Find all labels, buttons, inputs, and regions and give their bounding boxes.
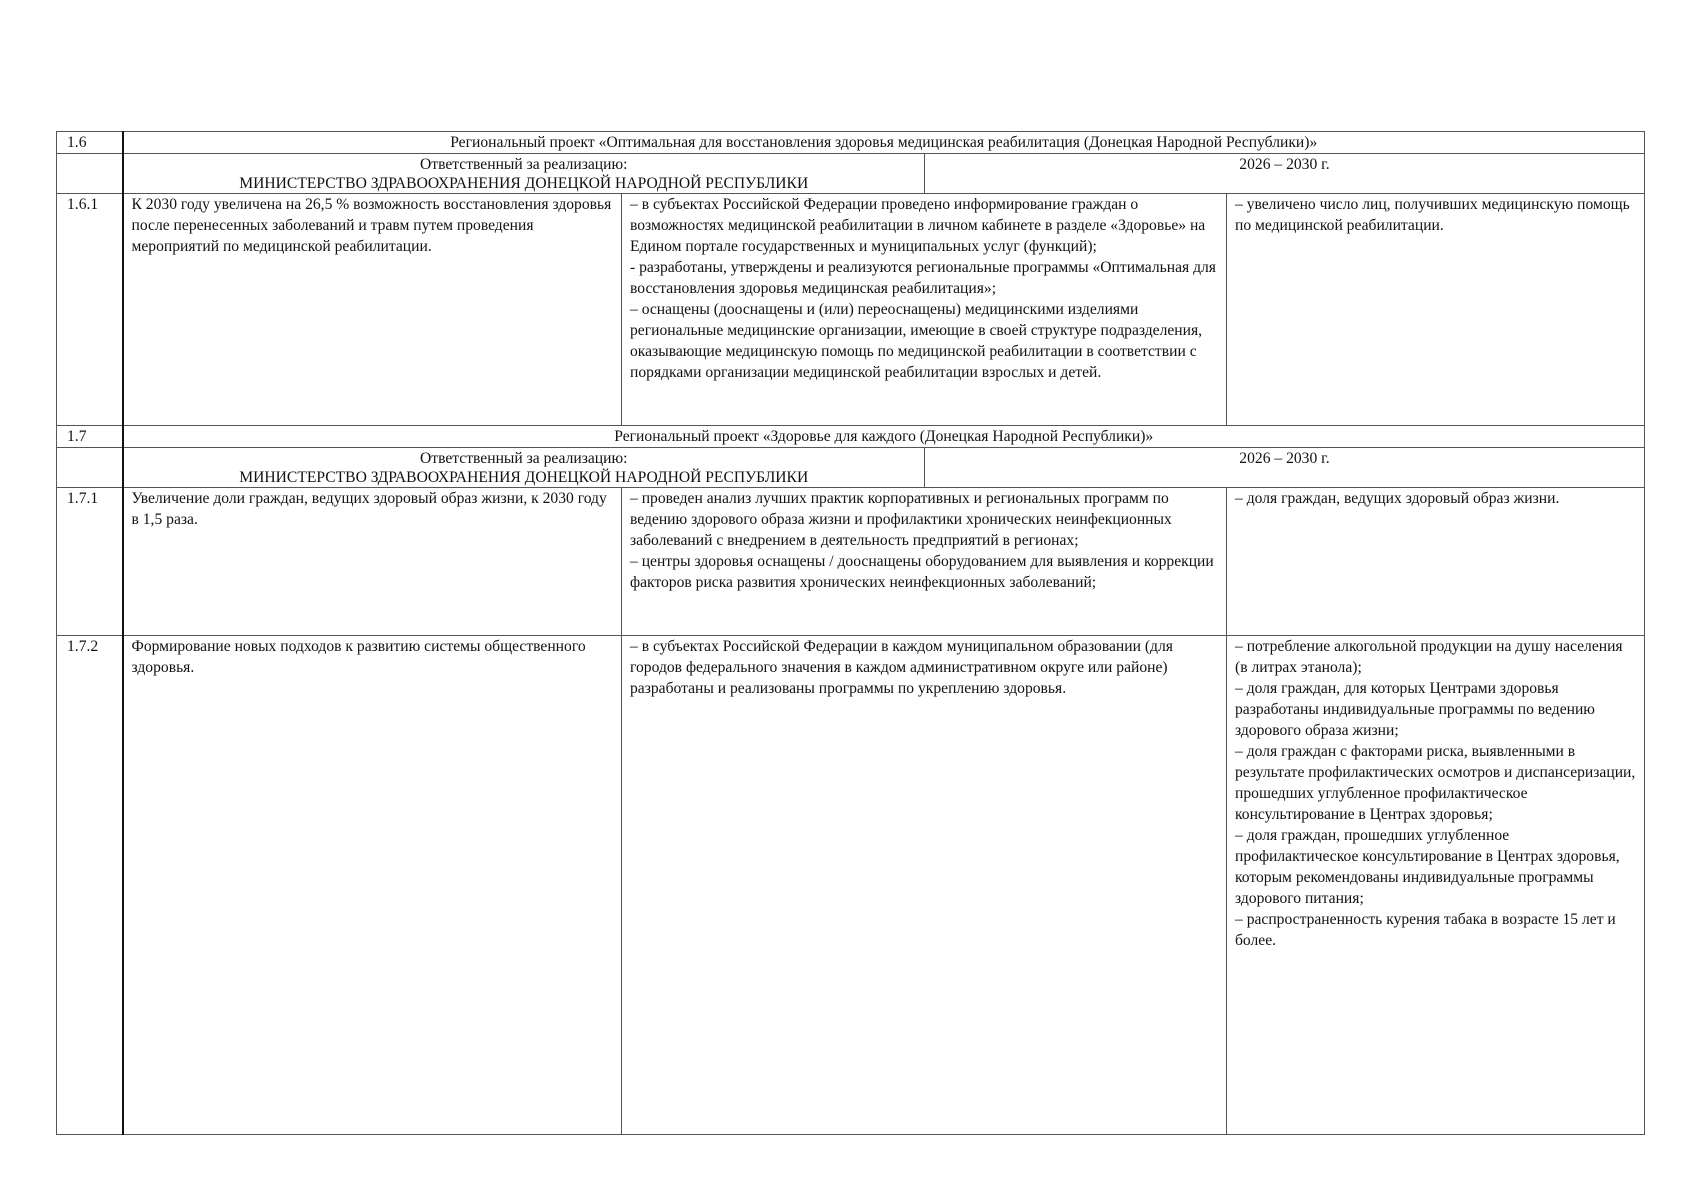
task-activities: – в субъектах Российской Федерации в каждом муниципальном образовании (для городов федерального значения в каждом административном округе или районе) разработаны и реализованы программы по укреплению здоровья. <box>622 636 1227 1135</box>
task-row-1-7-2 <box>57 636 1645 1135</box>
responsible-organization: МИНИСТЕРСТВО ЗДРАВООХРАНЕНИЯ ДОНЕЦКОЙ НАРОДНОЙ РЕСПУБЛИКИ <box>239 469 809 486</box>
row-number: 1.7.2 <box>57 636 123 1135</box>
task-activities: – в субъектах Российской Федерации проведено информирование граждан о возможностях медицинской реабилитации в личном кабинете в разделе «Здоровье» на Едином портале государственных и муниципальных услуг (функций); - разработаны, утверждены и реализуются региональные программы «Оптимальная для восстановления здоровья медицинская реабилитация»; – оснащены (дооснащены и (или) переоснащены) медицинскими изделиями региональные медицинские организации, имеющие в своей структуре подразделения, оказывающие медицинскую помощь по медицинской реабилитации в соответствии с порядками организации медицинской реабилитации взрослых и детей. <box>622 194 1227 426</box>
task-activities: – проведен анализ лучших практик корпоративных и региональных программ по ведению здорового образа жизни и профилактики хронических неинфекционных заболеваний с внедрением в деятельность предприятий в регионах; – центры здоровья оснащены / дооснащены оборудованием для выявления и коррекции факторов риска развития хронических неинфекционных заболеваний; <box>622 488 1227 636</box>
implementation-period: 2026 – 2030 г. <box>925 154 1645 194</box>
task-indicators: – доля граждан, ведущих здоровый образ жизни. <box>1227 488 1645 636</box>
responsible-organization: МИНИСТЕРСТВО ЗДРАВООХРАНЕНИЯ ДОНЕЦКОЙ НАРОДНОЙ РЕСПУБЛИКИ <box>239 175 809 192</box>
task-indicators: – увеличено число лиц, получивших медицинскую помощь по медицинской реабилитации. <box>1227 194 1645 426</box>
document-sheet <box>56 131 1644 1135</box>
responsible-label: Ответственный за реализацию: <box>420 156 628 173</box>
task-goal: К 2030 году увеличена на 26,5 % возможность восстановления здоровья после перенесенных заболеваний и травм путем проведения мероприятий по медицинской реабилитации. <box>123 194 622 426</box>
row-number: 1.6.1 <box>57 194 123 426</box>
task-row-1-7-1 <box>57 488 1645 636</box>
project-table <box>56 131 1645 1135</box>
empty-number-cell <box>57 154 123 194</box>
task-row-1-6-1 <box>57 194 1645 426</box>
row-number: 1.7.1 <box>57 488 123 636</box>
responsible-label: Ответственный за реализацию: <box>420 450 628 467</box>
responsible-cell <box>123 448 925 488</box>
row-number: 1.7 <box>57 426 123 448</box>
task-goal: Формирование новых подходов к развитию системы общественного здоровья. <box>123 636 622 1135</box>
row-number: 1.6 <box>57 132 123 154</box>
task-indicators: – потребление алкогольной продукции на душу населения (в литрах этанола); – доля граждан, для которых Центрами здоровья разработаны индивидуальные программы по ведению здорового образа жизни; – доля граждан с факторами риска, выявленными в результате профилактических осмотров и диспансеризации, прошедших углубленное профилактическое консультирование в Центрах здоровья; – доля граждан, прошедших углубленное профилактическое консультирование в Центрах здоровья, которым рекомендованы индивидуальные программы здорового питания; – распространенность курения табака в возрасте 15 лет и более. <box>1227 636 1645 1135</box>
responsible-cell <box>123 154 925 194</box>
project-row-1-7 <box>57 426 1645 448</box>
task-goal: Увеличение доли граждан, ведущих здоровый образ жизни, к 2030 году в 1,5 раза. <box>123 488 622 636</box>
project-title: Региональный проект «Здоровье для каждого (Донецкая Народной Республики)» <box>123 426 1645 448</box>
project-row-1-6 <box>57 132 1645 154</box>
project-title: Региональный проект «Оптимальная для восстановления здоровья медицинская реабилитация (Донецкая Народной Республики)» <box>123 132 1645 154</box>
implementation-period: 2026 – 2030 г. <box>925 448 1645 488</box>
responsible-row-1-7 <box>57 448 1645 488</box>
empty-number-cell <box>57 448 123 488</box>
responsible-row-1-6 <box>57 154 1645 194</box>
